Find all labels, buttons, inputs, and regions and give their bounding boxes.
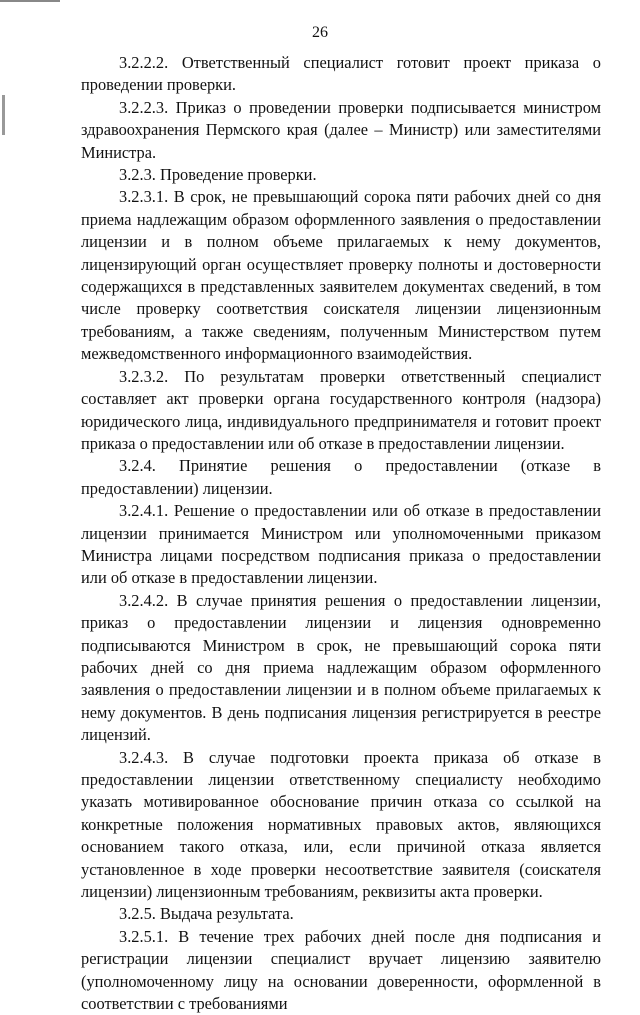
paragraph-3-2-4-2: 3.2.4.2. В случае принятия решения о предоставлении лицензии, приказ о предоставлении лицензии и лицензия одновременно подписываются Министром в срок, не превышающий сорока пяти рабочих дней со дня приема надлежащим образом оформленного заявления о предоставлении лицензии и в полном объеме прилагаемых к нему документов. В день подписания лицензия регистрируется в реестре лицензий. — [81, 590, 601, 745]
paragraph-3-2-2-2: 3.2.2.2. Ответственный специалист готовит проект приказа о проведении проверки. — [81, 53, 601, 95]
paragraph-3-2-3-1: 3.2.3.1. В срок, не превышающий сорока пяти рабочих дней со дня приема надлежащим образом оформленного заявления о предоставлении лицензии и в полном объеме прилагаемых к нему документов, лицензирующий орган осуществляет проверку полноты и достоверности содержащихся в представленных заявителем документах сведений, в том числе проверку соответствия соискателя лицензии лицензионным требованиям, а также сведениям, полученным Министерством путем межведомственного информационного взаимодействия. — [81, 187, 601, 364]
paragraph-3-2-4-3: 3.2.4.3. В случае подготовки проекта приказа об отказе в предоставлении лицензии ответственному специалисту необходимо указать мотивированное обоснование причин отказа со ссылкой на конкретные положения нормативных правовых актов, являющихся основанием такого отказа, или, если причиной отказа является установленное в ходе проверки несоответствие заявителя (соискателя лицензии) лицензионным требованиям, реквизиты акта проверки. — [81, 747, 601, 902]
paragraph-3-2-4-1: 3.2.4.1. Решение о предоставлении или об отказе в предоставлении лицензии принимается Министром или уполномоченными приказом Министра лицами посредством подписания приказа о предоставлении или об отказе в предоставлении лицензии. — [81, 501, 601, 588]
paragraph-3-2-5-1: 3.2.5.1. В течение трех рабочих дней после дня подписания и регистрации лицензии специалист вручает лицензию заявителю (уполномоченному лицу на основании доверенности, оформленной в соответствии с требованиями — [81, 926, 601, 1014]
paragraph-3-2-3-2: 3.2.3.2. По результатам проверки ответственный специалист составляет акт проверки органа государственного контроля (надзора) юридического лица, индивидуального предпринимателя и готовит проект приказа о предоставлении или об отказе в предоставлении лицензии. — [81, 366, 601, 453]
document-body — [81, 52, 601, 1015]
scan-edge-line — [0, 0, 60, 2]
paragraph-3-2-5: 3.2.5. Выдача результата. — [119, 904, 294, 924]
paragraph-3-2-4: 3.2.4. Принятие решения о предоставлении (отказе в предоставлении) лицензии. — [81, 456, 601, 498]
scan-edge-mark — [2, 95, 5, 135]
page-number: 26 — [312, 24, 328, 41]
paragraph-3-2-3: 3.2.3. Проведение проверки. — [119, 165, 317, 185]
paragraph-3-2-2-3: 3.2.2.3. Приказ о проведении проверки подписывается министром здравоохранения Пермского края (далее – Министр) или заместителями Министра. — [81, 97, 601, 162]
